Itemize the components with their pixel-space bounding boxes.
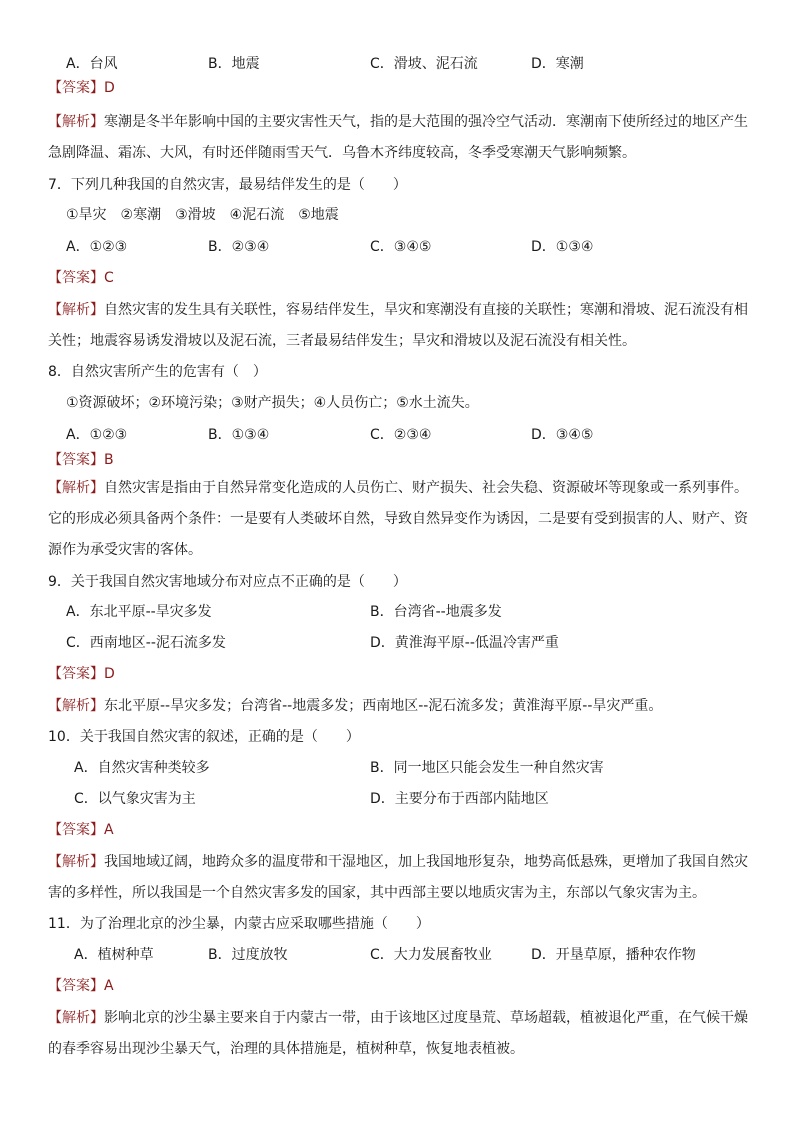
q11-analysis-line-2: 的春季容易出现沙尘暴天气，治理的具体措施是，植树种草，恢复地表植被。 bbox=[48, 1041, 524, 1057]
q11-option-d: D．开垦草原，播种农作物 bbox=[531, 947, 696, 963]
q9-option-a: A．东北平原--旱灾多发 bbox=[66, 604, 212, 620]
q9-option-b: B．台湾省--地震多发 bbox=[370, 604, 502, 620]
q6-answer: 【答案】D bbox=[48, 80, 115, 96]
q10-analysis-line-1: 【解析】我国地域辽阔，地跨众多的温度带和干湿地区，加上我国地形复杂，地势高低悬殊，更增加了我国自然灾 bbox=[48, 854, 748, 870]
q7-answer: 【答案】C bbox=[48, 270, 114, 286]
q8-option-d: D．③④⑤ bbox=[531, 427, 594, 443]
q10-option-a: A．自然灾害种类较多 bbox=[74, 760, 210, 776]
q6-option-d: D．寒潮 bbox=[531, 56, 584, 72]
q10-answer: 【答案】A bbox=[48, 822, 114, 838]
q11-stem: 11．为了治理北京的沙尘暴，内蒙古应采取哪些措施（ ） bbox=[48, 916, 430, 932]
q7-option-b: B．②③④ bbox=[208, 239, 270, 255]
q10-stem: 10．关于我国自然灾害的叙述，正确的是（ ） bbox=[48, 729, 360, 745]
q8-analysis-tag: 【解析】 bbox=[48, 480, 104, 496]
q7-items: ①旱灾 ②寒潮 ③滑坡 ④泥石流 ⑤地震 bbox=[66, 207, 339, 223]
q9-stem: 9．关于我国自然灾害地域分布对应点不正确的是（ ） bbox=[48, 574, 407, 590]
q9-option-d: D．黄淮海平原--低温冷害严重 bbox=[370, 635, 559, 651]
q8-items: ①资源破坏；②环境污染；③财产损失；④人员伤亡；⑤水土流失。 bbox=[66, 395, 479, 411]
q10-option-b: B．同一地区只能会发生一种自然灾害 bbox=[370, 760, 604, 776]
q6-option-a: A．台风 bbox=[66, 56, 118, 72]
q7-option-a: A．①②③ bbox=[66, 239, 128, 255]
q11-answer: 【答案】A bbox=[48, 978, 114, 994]
q10-option-d: D．主要分布于西部内陆地区 bbox=[370, 791, 549, 807]
q9-analysis-tag: 【解析】 bbox=[48, 698, 104, 714]
q6-analysis-line-2: 急剧降温、霜冻、大风，有时还伴随雨雪天气．乌鲁木齐纬度较高，冬季受寒潮天气影响频繁。 bbox=[48, 145, 636, 161]
q6-analysis-line-1: 【解析】寒潮是冬半年影响中国的主要灾害性天气，指的是大范围的强冷空气活动．寒潮南下使所经过的地区产生 bbox=[48, 114, 748, 130]
q8-answer: 【答案】B bbox=[48, 452, 114, 468]
q8-analysis-line-2: 它的形成必须具备两个条件：一是要有人类破坏自然，导致自然异变作为诱因，二是要有受到损害的人、财产、资 bbox=[48, 511, 748, 527]
q11-option-c: C．大力发展畜牧业 bbox=[370, 947, 492, 963]
q10-analysis-line-2: 害的多样性，所以我国是一个自然灾害多发的国家，其中西部主要以地质灾害为主，东部以气象灾害为主。 bbox=[48, 885, 706, 901]
q11-option-b: B．过度放牧 bbox=[208, 947, 288, 963]
q8-analysis-line-3: 源作为承受灾害的客体。 bbox=[48, 542, 202, 558]
q8-option-a: A．①②③ bbox=[66, 427, 128, 443]
q8-option-b: B．①③④ bbox=[208, 427, 270, 443]
q9-analysis-line-1: 【解析】东北平原--旱灾多发；台湾省--地震多发；西南地区--泥石流多发；黄淮海平原--旱灾严重。 bbox=[48, 698, 663, 714]
q10-option-c: C．以气象灾害为主 bbox=[74, 791, 196, 807]
q7-analysis-line-2: 关性；地震容易诱发滑坡以及泥石流，三者最易结伴发生；旱灾和滑坡以及泥石流没有相关性。 bbox=[48, 333, 636, 349]
q6-analysis-tag: 【解析】 bbox=[48, 114, 104, 130]
q7-stem: 7．下列几种我国的自然灾害，最易结伴发生的是（ ） bbox=[48, 177, 407, 193]
q6-option-b: B．地震 bbox=[208, 56, 260, 72]
q8-analysis-line-1: 【解析】自然灾害是指由于自然异常变化造成的人员伤亡、财产损失、社会失稳、资源破坏等现象或一系列事件。 bbox=[48, 480, 748, 496]
q11-option-a: A．植树种草 bbox=[74, 947, 154, 963]
q7-analysis-line-1: 【解析】自然灾害的发生具有关联性，容易结伴发生，旱灾和寒潮没有直接的关联性；寒潮和滑坡、泥石流没有相 bbox=[48, 302, 748, 318]
q6-option-c: C．滑坡、泥石流 bbox=[370, 56, 478, 72]
q11-analysis-line-1: 【解析】影响北京的沙尘暴主要来自于内蒙古一带，由于该地区过度垦荒、草场超载，植被退化严重，在气候干燥 bbox=[48, 1010, 748, 1026]
q7-option-c: C．③④⑤ bbox=[370, 239, 432, 255]
q7-analysis-tag: 【解析】 bbox=[48, 302, 104, 318]
q10-analysis-tag: 【解析】 bbox=[48, 854, 104, 870]
q11-analysis-tag: 【解析】 bbox=[48, 1010, 104, 1026]
q8-stem: 8．自然灾害所产生的危害有（ ） bbox=[48, 364, 267, 380]
q8-option-c: C．②③④ bbox=[370, 427, 432, 443]
q9-option-c: C．西南地区--泥石流多发 bbox=[66, 635, 226, 651]
q9-answer: 【答案】D bbox=[48, 666, 115, 682]
q7-option-d: D．①③④ bbox=[531, 239, 594, 255]
